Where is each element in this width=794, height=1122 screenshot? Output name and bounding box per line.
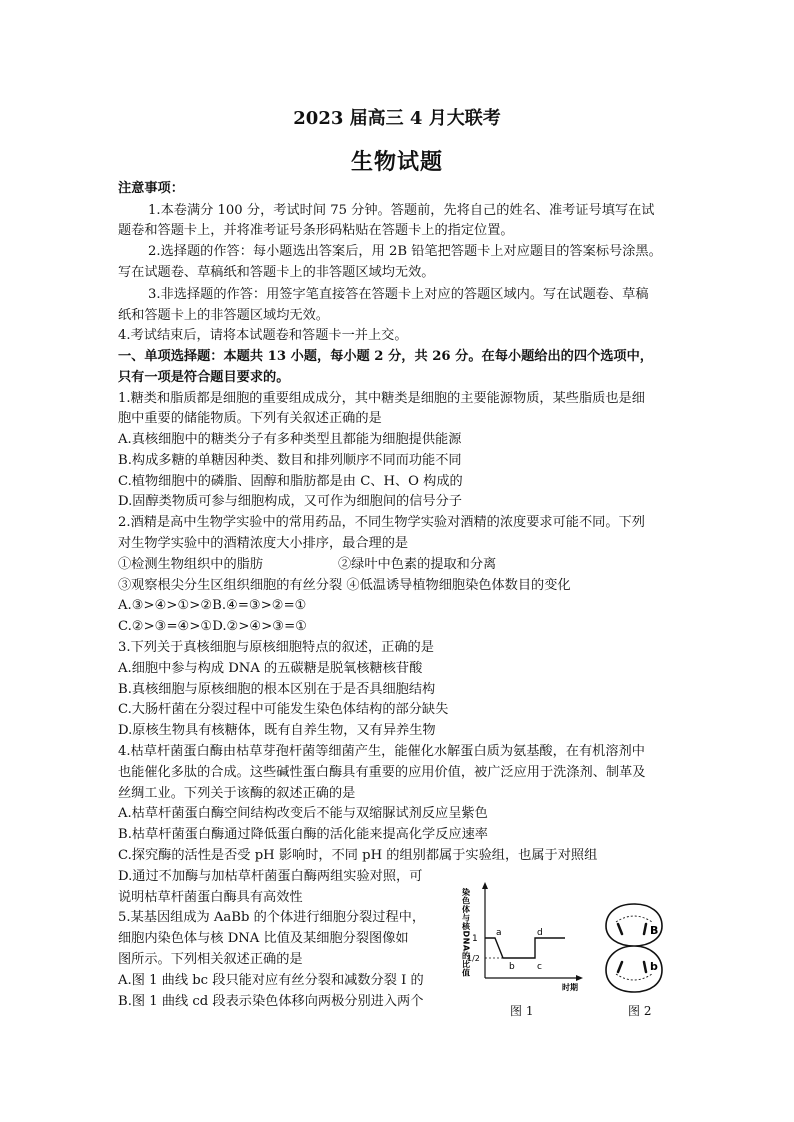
- note-3-line-2: 纸和答题卡上的非答题区域均无效。: [118, 308, 329, 323]
- figure-1-point-b: b: [509, 962, 515, 972]
- figure-2-spindle-top: [616, 916, 652, 922]
- figure-1-x-arrow: [576, 975, 583, 981]
- q2-items-3-4: ③观察根尖分生区组织细胞的有丝分裂 ④低温诱导植物细胞染色体数目的变化: [118, 578, 571, 593]
- q1-option-b: B.构成多糖的单糖因种类、数目和排列顺序不同而功能不同: [118, 453, 462, 468]
- exam-title: 2023 届高三 4 月大联考: [293, 108, 501, 129]
- note-2-line-2: 写在试题卷、草稿纸和答题卡上的非答题区域均无效。: [118, 265, 435, 280]
- note-1-line-1: 1.本卷满分 100 分，考试时间 75 分钟。答题前，先将自己的姓名、准考证号填写在试: [148, 203, 655, 218]
- figure-2-chromosome-top-right: [644, 924, 646, 934]
- q2-item-2: ②绿叶中色素的提取和分离: [338, 557, 497, 572]
- figure-2-gene-top: B: [650, 924, 659, 937]
- figure-1-point-a: a: [496, 928, 502, 938]
- q1-option-d: D.固醇类物质可参与细胞构成，又可作为细胞间的信号分子: [118, 494, 462, 509]
- q2-options-ab: A.③>④>①>②B.④=③>②=①: [118, 598, 307, 613]
- figure-2-membrane: [606, 904, 662, 992]
- q2-item-1: ①检测生物组织中的脂肪: [118, 557, 264, 572]
- note-3-line-1: 3.非选择题的作答：用签字笔直接答在答题卡上对应的答题区域内。写在试题卷、草稿: [148, 287, 649, 302]
- q3-option-b: B.真核细胞与原核细胞的根本区别在于是否具细胞结构: [118, 682, 436, 697]
- figure-1-tick-half: 1/2: [467, 954, 480, 963]
- section-heading-line-1: 一、单项选择题：本题共 13 小题，每小题 2 分，共 26 分。在每小题给出的四个选项中，: [118, 349, 653, 364]
- q1-option-a: A.真核细胞中的糖类分子有多种类型且都能为细胞提供能源: [118, 432, 462, 447]
- figure-1-point-c: c: [537, 962, 542, 972]
- q1-stem-line-1: 1.糖类和脂质都是细胞的重要组成成分，其中糖类是细胞的主要能源物质，某些脂质也是细: [118, 391, 645, 406]
- figure-2-gene-bottom: b: [650, 960, 658, 973]
- notes-heading: 注意事项：: [118, 181, 184, 196]
- q4-option-d-line-1: D.通过不加酶与加枯草杆菌蛋白酶两组实验对照，可: [118, 869, 423, 884]
- q5-option-b: B.图 1 曲线 cd 段表示染色体移向两极分别进入两个: [118, 994, 424, 1009]
- section-heading-line-2: 只有一项是符合题目要求的。: [118, 370, 290, 385]
- subject-title: 生物试题: [350, 149, 443, 175]
- q5-stem-line-2: 细胞内染色体与核 DNA 比值及某细胞分裂图像如: [118, 931, 409, 946]
- figure-1-point-d: d: [537, 928, 543, 938]
- q3-option-d: D.原核生物具有核糖体，既有自养生物，又有异养生物: [118, 723, 436, 738]
- figure-2-chromosome-bottom-left: [618, 962, 622, 972]
- figure-1-graph: [455, 878, 590, 996]
- figure-2-caption: 图 2: [628, 1004, 652, 1018]
- note-1-line-2: 题卷和答题卡上，并将准考证号条形码粘贴在答题卡上的指定位置。: [118, 223, 514, 238]
- note-2-line-1: 2.选择题的作答：每小题选出答案后，用 2B 铅笔把答题卡上对应题目的答案标号涂黑。: [148, 244, 662, 259]
- figure-2-cell: [598, 900, 670, 996]
- q2-options-cd: C.②>③=④>①D.②>④>③=①: [118, 619, 307, 634]
- figure-1-caption: 图 1: [510, 1004, 534, 1018]
- q4-option-b: B.枯草杆菌蛋白酶通过降低蛋白酶的活化能来提高化学反应速率: [118, 827, 488, 842]
- q4-option-c: C.探究酶的活性是否受 pH 影响时，不同 pH 的组别都属于实验组，也属于对照组: [118, 848, 598, 863]
- figure-1-y-label: 染色体与核DNA的比值: [461, 888, 471, 978]
- q1-option-c: C.植物细胞中的磷脂、固醇和脂肪都是由 C、H、O 构成的: [118, 474, 463, 489]
- q4-option-a: A.枯草杆菌蛋白酶空间结构改变后不能与双缩脲试剂反应呈紫色: [118, 806, 488, 821]
- note-4: 4.考试结束后，请将本试题卷和答题卡一并上交。: [118, 328, 408, 343]
- figure-1-curve: [485, 938, 565, 958]
- q5-stem-line-1: 5.某基因组成为 AaBb 的个体进行细胞分裂过程中，: [118, 910, 426, 925]
- figure-2-chromosome-top-left: [618, 924, 622, 934]
- figure-1-tick-1: 1: [472, 934, 478, 944]
- q5-option-a: A.图 1 曲线 bc 段只能对应有丝分裂和减数分裂 I 的: [118, 973, 424, 988]
- figure-1-y-arrow: [482, 882, 488, 889]
- q4-stem-line-1: 4.枯草杆菌蛋白酶由枯草芽孢杆菌等细菌产生，能催化水解蛋白质为氨基酸，在有机溶剂中: [118, 744, 645, 759]
- q4-option-d-line-2: 说明枯草杆菌蛋白酶具有高效性: [118, 890, 303, 905]
- q3-option-c: C.大肠杆菌在分裂过程中可能发生染色体结构的部分缺失: [118, 702, 449, 717]
- q1-stem-line-2: 胞中重要的储能物质。下列有关叙述正确的是: [118, 411, 382, 426]
- q2-stem-line-1: 2.酒精是高中生物学实验中的常用药品，不同生物学实验对酒精的浓度要求可能不同。下列: [118, 515, 645, 530]
- figure-1-x-label: 时期: [562, 983, 578, 992]
- q5-stem-line-3: 图所示。下列相关叙述正确的是: [118, 952, 303, 967]
- q3-stem: 3.下列关于真核细胞与原核细胞特点的叙述，正确的是: [118, 640, 434, 655]
- figure-2-spindle-bottom: [616, 974, 652, 980]
- q4-stem-line-3: 丝绸工业。下列关于该酶的叙述正确的是: [118, 786, 356, 801]
- q2-stem-line-2: 对生物学实验中的酒精浓度大小排序，最合理的是: [118, 536, 409, 551]
- figure-2-chromosome-bottom-right: [644, 962, 646, 972]
- q3-option-a: A.细胞中参与构成 DNA 的五碳糖是脱氧核糖核苷酸: [118, 661, 423, 676]
- q4-stem-line-2: 也能催化多肽的合成。这些碱性蛋白酶具有重要的应用价值，被广泛应用于洗涤剂、制革及: [118, 765, 646, 780]
